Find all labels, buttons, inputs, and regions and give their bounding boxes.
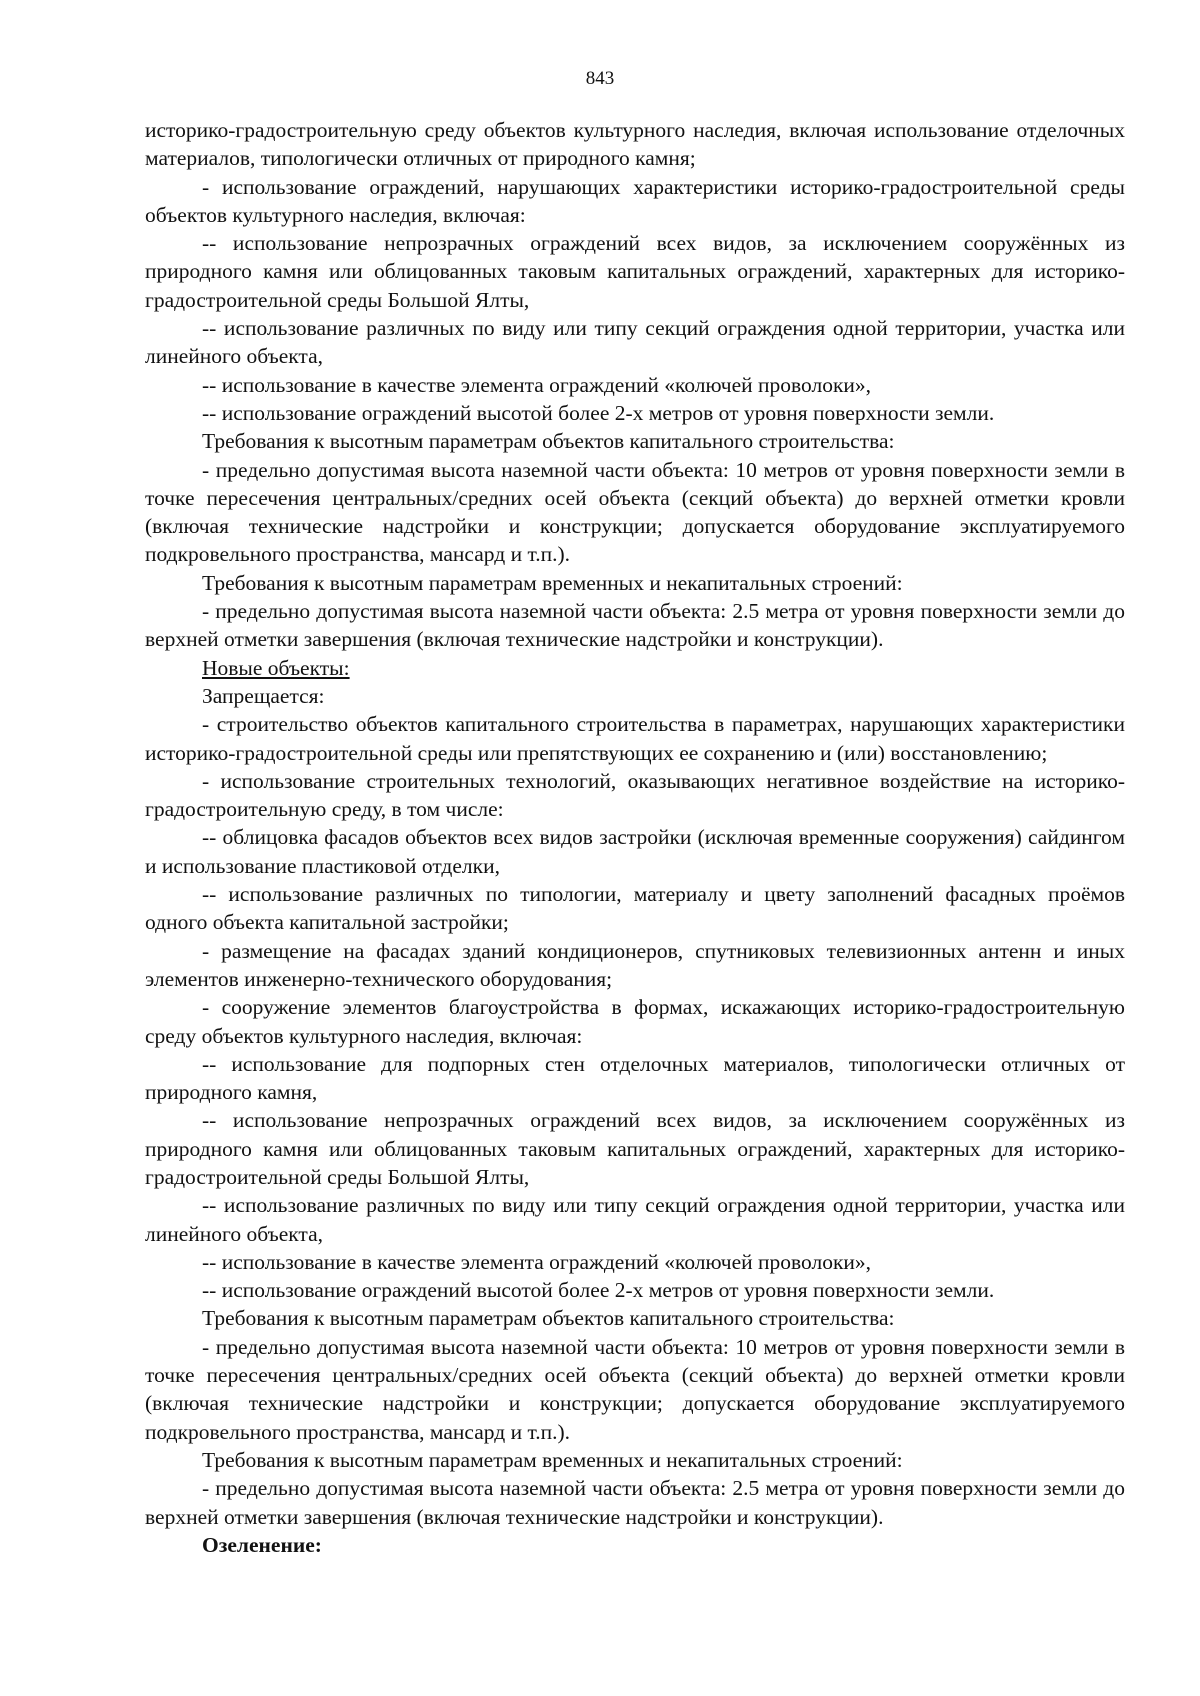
section-heading-landscaping: Озеленение: [202,1532,322,1557]
sub-list-item: -- использование непрозрачных ограждений всех видов, за исключением сооружённых из природного камня или облицованных таковым капитальных ограждений, характерных для историко-градостроительной среды Большой Ялты, [145,1108,1125,1189]
sub-list-item: -- использование для подпорных стен отделочных материалов, типологически отличных от природного камня, [145,1051,1125,1105]
document-body [145,116,1125,1559]
sub-list-item: -- использование различных по типологии, материалу и цвету заполнений фасадных проёмов одного объекта капитальной застройки; [145,882,1125,935]
sub-list-item: -- облицовка фасадов объектов всех видов застройки (исключая временные сооружения) сайдингом и использование пластиковой отделки, [145,825,1125,878]
prohibited-heading: Запрещается: [202,683,325,708]
sub-list-item: -- использование ограждений высотой более 2-х метров от уровня поверхности земли. [202,1278,995,1303]
list-item: - размещение на фасадах зданий кондиционеров, спутниковых телевизионных антенн и иных элементов инженерно-технического оборудования; [145,938,1125,991]
list-item: - сооружение элементов благоустройства в формах, искажающих историко-градостроительную среду объектов культурного наследия, включая: [145,995,1125,1048]
paragraph-continuation: историко-градостроительную среду объектов культурного наследия, включая использование отделочных материалов, типологически отличных от природного камня; [145,118,1125,171]
list-item: - предельно допустимая высота наземной части объекта: 2.5 метра от уровня поверхности земли до верхней отметки завершения (включая технические надстройки и конструкции). [145,1476,1125,1529]
sub-list-item: -- использование непрозрачных ограждений всех видов, за исключением сооружённых из природного камня или облицованных таковым капитальных ограждений, характерных для историко-градостроительной среды Большой Ялты, [145,231,1125,312]
list-item: - использование строительных технологий, оказывающих негативное воздействие на историко-градостроительную среду, в том числе: [145,768,1125,822]
sub-list-item: -- использование в качестве элемента ограждений «колючей проволоки», [202,1249,872,1274]
requirements-heading: Требования к высотным параметрам временных и некапитальных строений: [202,1447,903,1472]
list-item: - предельно допустимая высота наземной части объекта: 10 метров от уровня поверхности земли в точке пересечения центральных/средних осей объекта (секций объекта) до верхней отметки кровли (включая технические надстройки и конструкции; допускается оборудование эксплуатируемого подкровельного пространства, мансард и т.п.). [145,1334,1125,1444]
list-item: - использование ограждений, нарушающих характеристики историко-градостроительной среды объектов культурного наследия, включая: [145,174,1125,227]
sub-list-item: -- использование различных по виду или типу секций ограждения одной территории, участка или линейного объекта, [145,316,1125,369]
list-item: - предельно допустимая высота наземной части объекта: 2.5 метра от уровня поверхности земли до верхней отметки завершения (включая технические надстройки и конструкции). [145,599,1125,652]
requirements-heading: Требования к высотным параметрам объектов капитального строительства: [202,1306,895,1331]
requirements-heading: Требования к высотным параметрам объектов капитального строительства: [202,429,895,454]
requirements-heading: Требования к высотным параметрам временных и некапитальных строений: [202,570,903,595]
section-heading-new-objects [145,654,1125,682]
list-item: - предельно допустимая высота наземной части объекта: 10 метров от уровня поверхности земли в точке пересечения центральных/средних осей объекта (секций объекта) до верхней отметки кровли (включая технические надстройки и конструкции; допускается оборудование эксплуатируемого подкровельного пространства, мансард и т.п.). [145,457,1125,567]
sub-list-item: -- использование различных по виду или типу секций ограждения одной территории, участка или линейного объекта, [145,1193,1125,1246]
section-heading-text: Новые объекты: [202,655,350,680]
sub-list-item: -- использование в качестве элемента ограждений «колючей проволоки», [202,372,872,397]
list-item: - строительство объектов капитального строительства в параметрах, нарушающих характеристики историко-градостроительной среды или препятствующих ее сохранению и (или) восстановлению; [145,712,1125,765]
page-number: 843 [585,68,615,89]
sub-list-item: -- использование ограждений высотой более 2-х метров от уровня поверхности земли. [202,400,995,425]
